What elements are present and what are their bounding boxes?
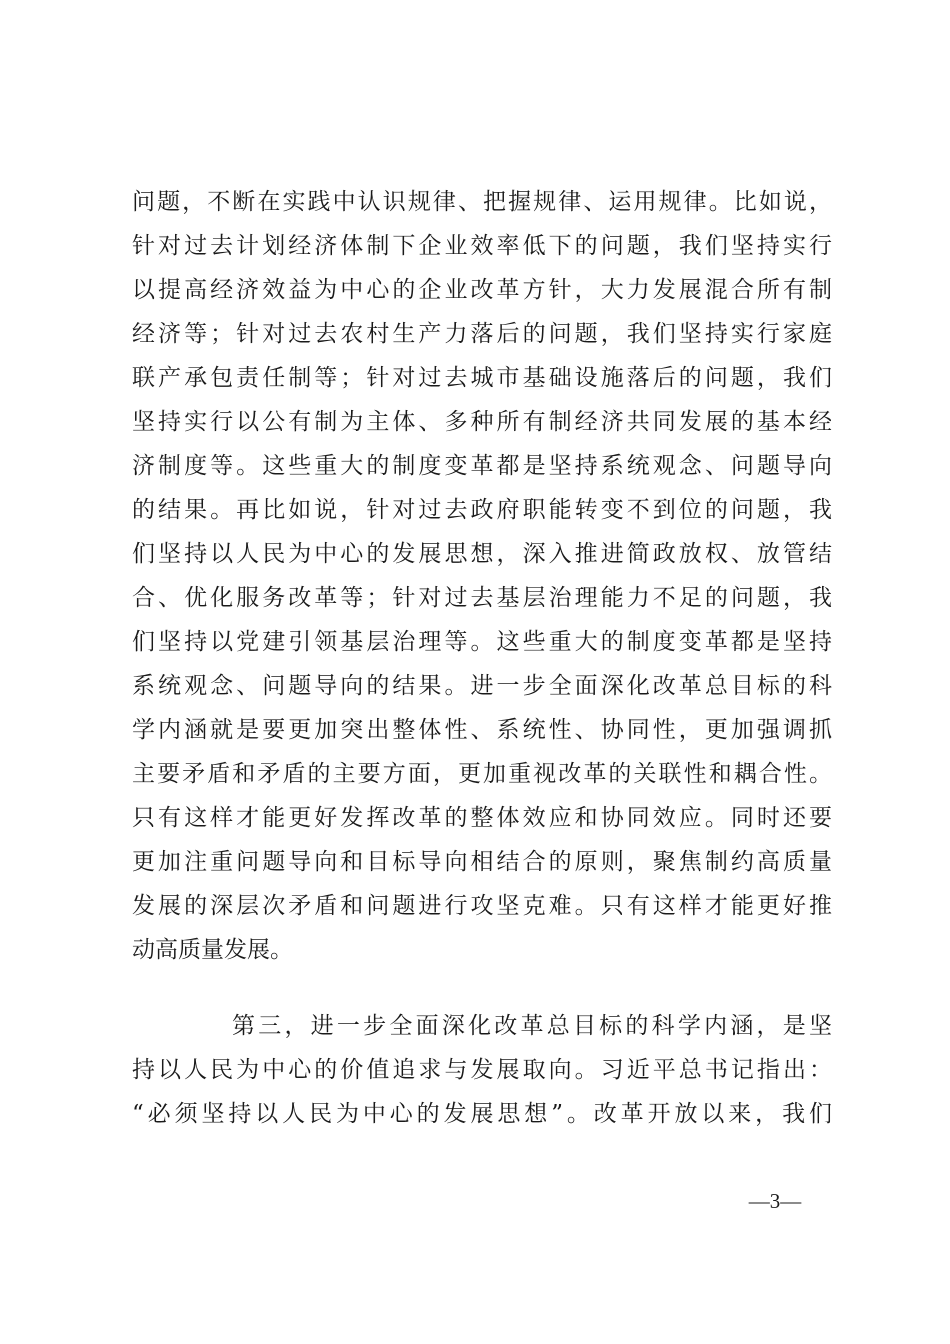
text-line: 问题，不断在实践中认识规律、把握规律、运用规律。比如说， <box>132 189 832 215</box>
text-line: 合、优化服务改革等；针对过去基层治理能力不足的问题，我 <box>132 585 832 611</box>
text-line: 联产承包责任制等；针对过去城市基础设施落后的问题，我们 <box>132 365 832 391</box>
text-line: 更加注重问题导向和目标导向相结合的原则，聚焦制约高质量 <box>132 849 832 875</box>
text-line: 学内涵就是要更加突出整体性、系统性、协同性，更加强调抓 <box>132 717 832 743</box>
text-line: 只有这样才能更好发挥改革的整体效应和协同效应。同时还要 <box>132 805 832 831</box>
text-line: 们坚持以人民为中心的发展思想，深入推进简政放权、放管结 <box>132 541 832 567</box>
text-line: “必须坚持以人民为中心的发展思想”。改革开放以来，我们 <box>132 1101 832 1127</box>
text-line: 动高质量发展。 <box>132 937 293 963</box>
text-line: 们坚持以党建引领基层治理等。这些重大的制度变革都是坚持 <box>132 629 832 655</box>
page-number: —3— <box>748 1189 802 1213</box>
text-line: 系统观念、问题导向的结果。进一步全面深化改革总目标的科 <box>132 673 832 699</box>
text-line: 针对过去计划经济体制下企业效率低下的问题，我们坚持实行 <box>132 233 832 259</box>
text-line: 第三，进一步全面深化改革总目标的科学内涵，是坚 <box>232 1013 832 1039</box>
text-line: 以提高经济效益为中心的企业改革方针，大力发展混合所有制 <box>132 277 832 303</box>
text-line: 济制度等。这些重大的制度变革都是坚持系统观念、问题导向 <box>132 453 832 479</box>
text-line: 发展的深层次矛盾和问题进行攻坚克难。只有这样才能更好推 <box>132 893 832 919</box>
text-line: 主要矛盾和矛盾的主要方面，更加重视改革的关联性和耦合性。 <box>132 761 832 787</box>
text-line: 的结果。再比如说，针对过去政府职能转变不到位的问题，我 <box>132 497 832 523</box>
text-line: 持以人民为中心的价值追求与发展取向。习近平总书记指出： <box>132 1057 832 1083</box>
text-line: 经济等；针对过去农村生产力落后的问题，我们坚持实行家庭 <box>132 321 832 347</box>
text-line: 坚持实行以公有制为主体、多种所有制经济共同发展的基本经 <box>132 409 832 435</box>
